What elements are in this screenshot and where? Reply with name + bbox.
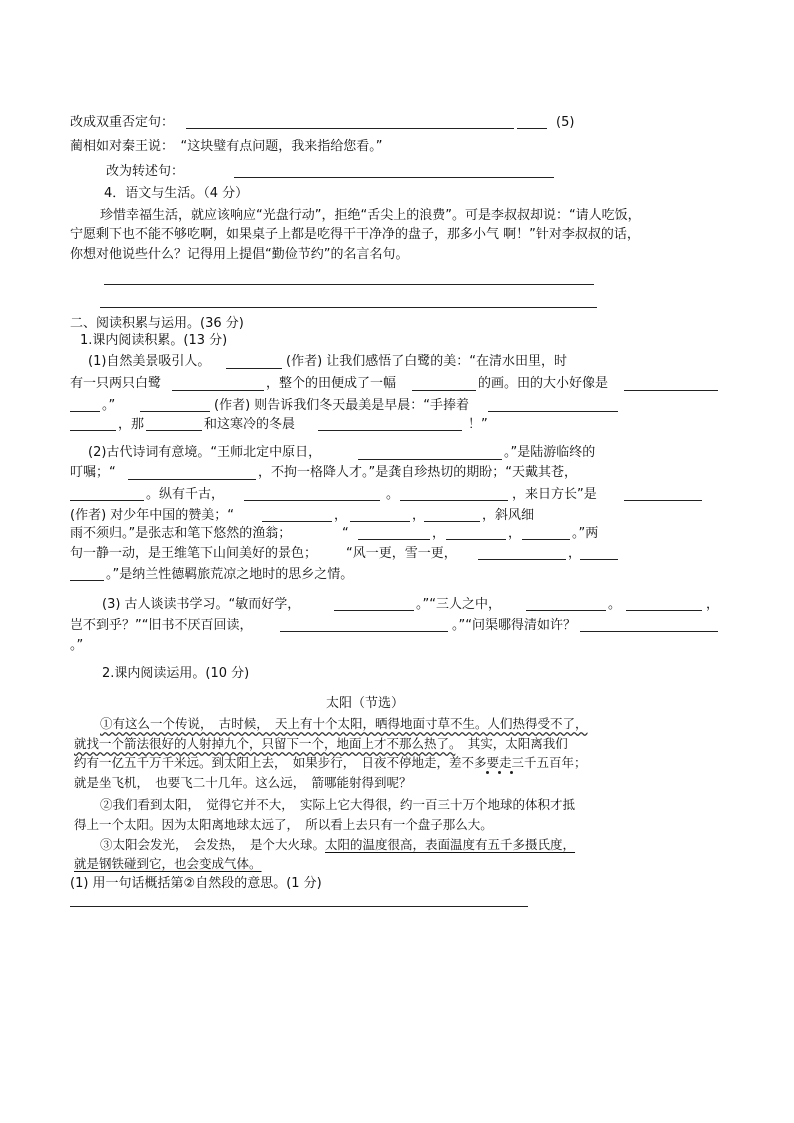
passage-p1-segment: 其实，太阳离我们: [455, 736, 568, 751]
fill2-blank-f1[interactable]: [478, 559, 566, 560]
fill3-blank-a1[interactable]: [334, 610, 414, 611]
reading-question-1: (1) 用一句话概括第②自然段的意思。(1 分): [70, 876, 322, 891]
fill2-line-b-1: 叮嘱；“: [70, 465, 116, 480]
fill2-blank-c2[interactable]: [244, 500, 380, 501]
fill2-blank-b[interactable]: [128, 479, 256, 480]
fill2-line-e-2: “: [342, 526, 349, 541]
q4-answer-line-1[interactable]: [104, 284, 594, 285]
fill2-blank-e3[interactable]: [522, 539, 570, 540]
fill2-line-f-2: “风一更，雪一更，: [346, 546, 457, 561]
fill1-blank-d2[interactable]: [318, 430, 462, 431]
fill2-line-c-3: 。: [386, 487, 400, 502]
fill2-blank-d3[interactable]: [424, 521, 480, 522]
fill2-line-b-2: ，不拘一格降人才。”是龚自珍热切的期盼；“天戴其苍，: [258, 465, 577, 480]
double-negative-blank-2[interactable]: [517, 128, 547, 129]
fill1-blank-b3[interactable]: [624, 390, 718, 391]
passage-p2-line-2: 得上一个太阳。因为太阳离地球太远了， 所以看上去只有一个盘子那么大。: [74, 817, 493, 832]
fill2-blank-e2[interactable]: [446, 539, 506, 540]
fill1-line-b-3: 的画。田的大小好像是: [478, 376, 609, 391]
fill2-line-a-2: 。”是陆游临终的: [504, 445, 596, 460]
fill1-line-c-3: (作者) 则告诉我们冬天最美是早晨：“手捧着: [214, 398, 470, 413]
fill1-line-a-1: (1)自然美景吸引人。: [88, 354, 211, 369]
quote-sentence: 蔺相如对秦王说： “这块璧有点问题，我来指给您看。”: [70, 139, 383, 154]
fill1-blank-b2[interactable]: [412, 390, 476, 391]
indirect-speech-blank[interactable]: [234, 177, 554, 178]
emphasis-dot: [486, 771, 489, 774]
fill1-blank-author-1[interactable]: [226, 368, 282, 369]
fill2-blank-c3[interactable]: [400, 500, 508, 501]
fill1-line-d-3: ！”: [468, 417, 488, 432]
fill3-line-a-3: 。: [608, 597, 622, 612]
fill3-blank-a3[interactable]: [626, 610, 702, 611]
fill2-blank-e1[interactable]: [358, 539, 430, 540]
passage-p1-line-3: 约有一亿五千万千米远。到太阳上去， 如果步行， 日夜不停地走，差不多要走三千五百年；: [74, 755, 587, 770]
reading-answer-line-1[interactable]: [70, 906, 528, 907]
fill3-line-a-4: ，: [706, 597, 720, 612]
fill3-line-c-1: 。”: [70, 638, 84, 653]
section-2-sub-1: 1.课内阅读积累。(13 分): [80, 333, 228, 348]
fill2-blank-d2[interactable]: [350, 521, 410, 522]
fill1-line-c-2: 。”: [102, 398, 116, 413]
section-2-sub-2: 2.课内阅读运用。(10 分): [102, 666, 250, 681]
fill1-blank-d1[interactable]: [146, 430, 202, 431]
fill2-line-f-1: 句一静一动，是王维笔下山间美好的景色；: [70, 546, 318, 561]
section-2-title: 二、阅读积累与运用。(36 分): [70, 316, 244, 331]
fill2-line-d-1: (作者) 对少年中国的赞美；“: [70, 508, 235, 523]
fill3-line-a-2: 。”“三人之中，: [416, 597, 501, 612]
fill2-blank-a[interactable]: [358, 459, 502, 460]
fill1-blank-d0[interactable]: [70, 430, 116, 431]
fill3-line-b-1: 岂不到乎？”“旧书不厌百回读，: [70, 618, 253, 633]
fill2-line-c-2: 。纵有千古，: [146, 487, 225, 502]
fill2-line-a-1: (2)古代诗词有意境。“王师北定中原日，: [88, 445, 322, 460]
passage-p1-line-2: [74, 734, 568, 754]
fill2-line-c-4: ，来日方长”是: [512, 487, 597, 502]
indirect-speech-label: 改为转述句：: [106, 164, 185, 179]
fill2-blank-f2[interactable]: [580, 559, 618, 560]
passage-p3-segment: ③太阳会发光， 会发热， 是个大火球。: [100, 837, 326, 852]
passage-p3-underlined-segment: 太阳的温度很高，表面温度有五千多摄氏度，: [325, 837, 576, 852]
fill3-blank-b1[interactable]: [280, 631, 448, 632]
q4-title: 4．语文与生活。（4 分）: [104, 186, 249, 201]
fill3-blank-b2[interactable]: [580, 631, 718, 632]
fill2-line-d-3: ，: [412, 508, 426, 523]
fill1-blank-b1[interactable]: [172, 390, 264, 391]
passage-p3-line-2: 就是钢铁碰到它，也会变成气体。: [74, 856, 262, 871]
q4-paragraph-line-3: 你想对他说些什么？记得用上提倡“勤俭节约”的名言名句。: [70, 247, 409, 262]
fill3-blank-a2[interactable]: [526, 610, 606, 611]
passage-p1-wavy-segment: 就找一个箭法很好的人射掉九个，只留下一个，地面上才不那么热了。: [74, 736, 456, 751]
fill2-line-e-3: ，: [432, 526, 446, 541]
fill2-blank-c1[interactable]: [70, 500, 144, 501]
passage-p2-line-1: ②我们看到太阳， 觉得它并不大， 实际上它大得很，约一百三十万个地球的体积才抵: [100, 797, 576, 812]
fill2-blank-d1[interactable]: [262, 521, 332, 522]
double-negative-label: 改成双重否定句：: [70, 115, 175, 130]
passage-p3-line-1: [100, 835, 575, 855]
fill2-line-e-5: 。”两: [572, 526, 599, 541]
fill3-line-a-1: (3) 古人谈读书学习。“敏而好学，: [102, 597, 301, 612]
fill1-line-a-2: (作者) 让我们感悟了白鹭的美：“在清水田里，时: [286, 354, 568, 369]
passage-p1-line-4: 就是坐飞机， 也要飞二十几年。这么远， 箭哪能射得到呢？: [74, 775, 412, 790]
fill1-line-d-2: 和这寒冷的冬晨: [204, 417, 296, 432]
q4-paragraph-line-1: 珍惜幸福生活，就应该响应“光盘行动”，拒绝“舌尖上的浪费”。可是李叔叔却说：“请人吃饭，: [100, 208, 641, 223]
fill1-line-d-1: ，那: [118, 417, 145, 432]
score-label: (5): [556, 115, 575, 130]
fill2-blank-g1[interactable]: [70, 580, 104, 581]
fill2-line-d-2: ，: [334, 508, 348, 523]
passage-title: 太阳（节选）: [326, 696, 405, 711]
emphasis-dot: [510, 771, 513, 774]
emphasis-dot: [498, 771, 501, 774]
fill3-line-b-2: 。”“问渠哪得清如许？: [452, 618, 576, 633]
q4-paragraph-line-2: 宁愿剩下也不能不够吃啊，如果桌子上都是吃得干干净净的盘子，那多小气 啊！”针对李叔叔的话，: [70, 227, 640, 242]
fill2-line-g-2: 。”是纳兰性德羁旅荒凉之地时的思乡之情。: [106, 567, 354, 582]
fill2-line-e-4: ，: [508, 526, 522, 541]
fill1-line-b-2: ，整个的田便成了一幅: [266, 376, 397, 391]
fill2-blank-author-3[interactable]: [624, 500, 702, 501]
fill2-line-f-3: ，: [568, 546, 582, 561]
fill2-line-e-1: 雨不须归。”是张志和笔下悠然的渔翁；: [70, 526, 292, 541]
double-negative-blank-1[interactable]: [186, 128, 514, 129]
passage-p1-line-1: ①有这么一个传说， 古时候， 天上有十个太阳，晒得地面寸草不生。人们热得受不了，: [100, 716, 588, 731]
fill1-blank-c1[interactable]: [70, 411, 100, 412]
q4-answer-line-2[interactable]: [100, 307, 597, 308]
fill1-blank-author-2[interactable]: [140, 411, 210, 412]
fill2-line-d-4: ，斜风细: [482, 508, 535, 523]
fill1-line-b-1: 有一只两只白鹭: [70, 376, 162, 391]
fill1-blank-c3[interactable]: [488, 411, 618, 412]
